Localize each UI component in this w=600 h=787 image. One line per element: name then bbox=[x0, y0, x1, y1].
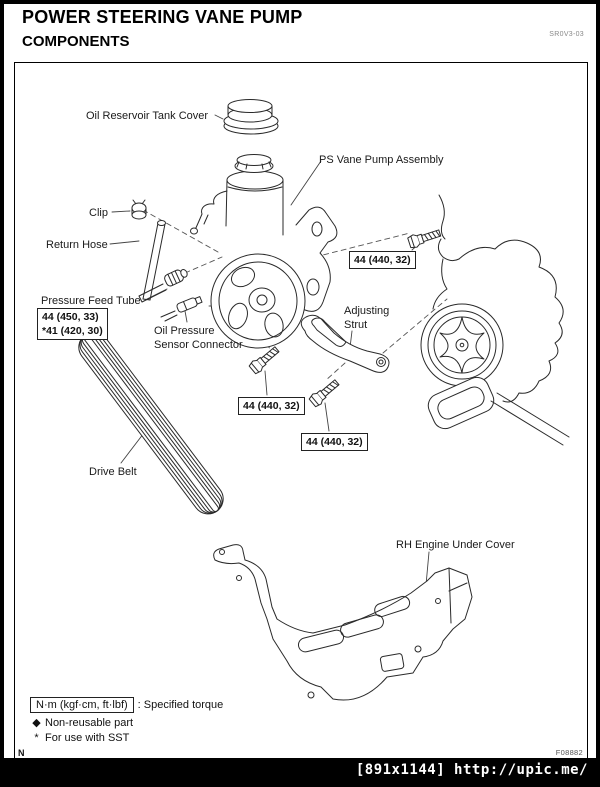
legend-sst-text: For use with SST bbox=[45, 732, 130, 744]
rh-engine-under-cover-art bbox=[214, 545, 472, 700]
label-return-hose: Return Hose bbox=[46, 239, 108, 251]
label-adjusting-strut: Adjusting Strut bbox=[344, 305, 390, 332]
legend-torque-unit-box: N·m (kgf·cm, ft·lbf) bbox=[30, 697, 134, 713]
label-ps-vane-pump-assembly: PS Vane Pump Assembly bbox=[319, 154, 444, 166]
non-reusable-diamond-icon: ◆ bbox=[32, 717, 41, 729]
torque-callout-feed-tube-line2: *41 (420, 30) bbox=[42, 325, 103, 338]
legend-specified-torque bbox=[30, 697, 223, 713]
legend bbox=[30, 697, 223, 747]
page-header bbox=[22, 7, 303, 50]
label-oil-pressure-sensor-connector: Oil Pressure Sensor Connector bbox=[154, 325, 243, 352]
oil-pressure-sensor-connector-art bbox=[161, 295, 203, 321]
page-title: POWER STEERING VANE PUMP bbox=[22, 7, 303, 27]
page-marker: N bbox=[18, 748, 25, 758]
exploded-diagram-frame bbox=[14, 62, 588, 760]
legend-sst bbox=[30, 732, 223, 744]
legend-non-reusable bbox=[30, 716, 223, 729]
torque-callout-bolt-bottom: 44 (440, 32) bbox=[301, 433, 368, 451]
legend-non-reusable-text: Non-reusable part bbox=[45, 716, 134, 729]
label-oil-reservoir-tank-cover: Oil Reservoir Tank Cover bbox=[86, 110, 209, 122]
watermark-bar: [891x1144] http://upic.me/ bbox=[4, 758, 596, 783]
page-subtitle: COMPONENTS bbox=[22, 33, 130, 50]
clip-art bbox=[132, 200, 146, 219]
pressure-feed-tube-art bbox=[139, 267, 189, 302]
label-clip: Clip bbox=[89, 207, 108, 219]
label-rh-engine-under-cover: RH Engine Under Cover bbox=[396, 539, 515, 551]
figure-code: F08882 bbox=[555, 748, 583, 757]
label-drive-belt: Drive Belt bbox=[89, 466, 137, 478]
drive-belt-art bbox=[73, 326, 229, 520]
engine-art bbox=[421, 195, 569, 445]
torque-callout-bolt-mid: 44 (440, 32) bbox=[238, 397, 305, 415]
doc-code: SR0V3-03 bbox=[549, 31, 584, 38]
sst-asterisk-icon: * bbox=[34, 732, 39, 744]
torque-callout-bolt-top: 44 (440, 32) bbox=[349, 251, 416, 269]
torque-callout-feed-tube bbox=[37, 308, 108, 340]
label-pressure-feed-tube: Pressure Feed Tube bbox=[41, 295, 141, 307]
torque-callout-feed-tube-line1: 44 (450, 33) bbox=[42, 311, 99, 323]
oil-reservoir-tank-cover-art bbox=[224, 100, 278, 135]
legend-torque-desc: : Specified torque bbox=[137, 699, 224, 711]
